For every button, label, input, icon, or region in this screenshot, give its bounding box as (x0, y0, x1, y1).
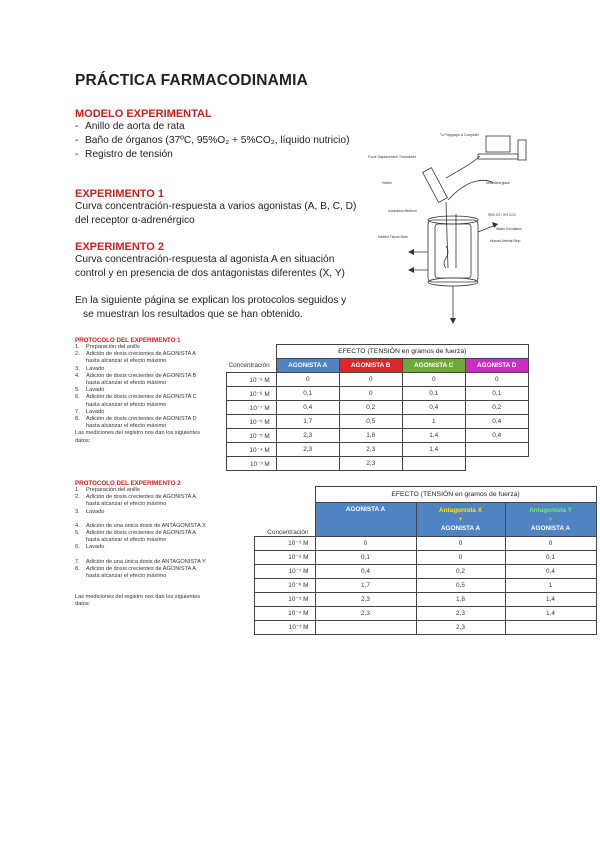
cable (446, 156, 480, 178)
protocol-step: hasta alcanzar el efecto máximo (86, 573, 167, 580)
modelo-item: - Registro de tensión (75, 148, 365, 162)
label-glass: Unheated glass (486, 181, 510, 185)
protocol-step: hasta alcanzar el efecto máximo (86, 501, 167, 508)
label-strip: Human Arterial Strip (490, 239, 521, 243)
table-row: 10⁻³ M 2,3 (227, 457, 529, 471)
protocol1-note: datos: (75, 437, 91, 444)
table1-col-b: AGONISTA B (339, 359, 402, 373)
protocol-step: 1. Preparación del anillo (75, 344, 140, 350)
computer-tower (518, 140, 526, 160)
protocol2-note: Las mediciones del registro nos dan los siguientes (75, 594, 200, 601)
table1-col-c: AGONISTA C (402, 359, 465, 373)
computer-base (478, 154, 518, 159)
exp2-text-line: control y en presencia de dos antagonistas diferentes (X, Y) (75, 268, 345, 279)
protocol-step: hasta alcanzar el efecto máximo (86, 401, 167, 408)
arrow-head (450, 318, 456, 324)
label-gas: 95% O2 / 5% CO2 (488, 213, 516, 217)
exp2-text-line: Curva concentración-respuesta al agonista A en situación (75, 254, 335, 265)
table1-col-a: AGONISTA A (276, 359, 339, 373)
label-medium: Incubation Medium (388, 209, 417, 213)
table-row: 10⁻⁴ M 2,3 2,3 1,4 (227, 443, 529, 457)
results-table-1 (226, 344, 529, 471)
protocol-step: 3. Lavado (75, 508, 105, 515)
intro-line: En la siguiente página se explican los protocolos seguidos y (75, 295, 347, 306)
label-bath: Heated Tissue Bath (378, 235, 408, 239)
col-y-plus: + (548, 515, 553, 523)
label-recorder: To Polygraph & Computer (440, 133, 479, 137)
col-x-plus: + (458, 515, 463, 523)
modelo-item: - Anillo de aorta de rata (75, 120, 365, 134)
protocol-step: 8. Adición de dosis crecientes de AGONISTA A (75, 565, 196, 572)
protocol2-note: datos: (75, 601, 91, 608)
protocol2-heading: PROTOCOLO DEL EXPERIMENTO 2 (75, 480, 181, 487)
transducer (423, 168, 448, 203)
protocol-step: 8. Adición de dosis crecientes de AGONISTA D (75, 416, 197, 423)
table-row: 10⁻⁹ M 0 0 0 0 (227, 373, 529, 387)
exp1-section (75, 188, 365, 228)
exp2-section (75, 241, 365, 281)
organ-bath-diagram (368, 128, 543, 333)
col-x-antagonist: Antagonista X (439, 506, 482, 514)
exp2-heading: EXPERIMENTO 2 (75, 241, 165, 253)
page-title: PRÁCTICA FARMACODINAMIA (75, 72, 309, 89)
table-row: 10⁻⁵ M 2,3 1,8 1,4 (255, 592, 597, 606)
protocol-step: 4. Adición de dosis crecientes de AGONISTA B (75, 372, 197, 379)
table-row: 10⁻⁶ M 1,7 0,5 1 (255, 578, 597, 592)
modelo-list (75, 120, 365, 162)
intro-text (75, 294, 365, 322)
modelo-section (75, 108, 365, 162)
protocol-step: 2. Adición de dosis crecientes de AGONISTA A (75, 494, 196, 501)
protocol-step: 5. Adición de dosis crecientes de AGONISTA A (75, 530, 196, 537)
computer-monitor (486, 136, 510, 152)
table-row: 10⁻³ M 2,3 (255, 620, 597, 634)
bath-inner (435, 224, 471, 278)
protocol-step: 2. Adición de dosis crecientes de AGONISTA A (75, 351, 196, 358)
protocol-step (75, 552, 225, 559)
protocol-step: 1. Preparación del anillo (75, 487, 140, 493)
table1-conc-header: Concentración (228, 361, 270, 369)
exp1-text-line: Curva concentración-respuesta a varios agonistas (A, B, C, D) (75, 201, 357, 212)
protocol-step: 6. Lavado (75, 544, 105, 551)
col-x-agonist: AGONISTA A (440, 524, 481, 532)
table-row: 10⁻⁸ M 0,1 0 0,1 (255, 550, 597, 564)
arrow-head (408, 267, 414, 273)
table2-super-header: EFECTO (TENSIÓN en gramos de fuerza) (315, 487, 596, 503)
table2-col-x (416, 503, 505, 537)
table-row: 10⁻⁶ M 1,7 0,5 1 0,4 (227, 415, 529, 429)
label-holder: Holder (382, 181, 392, 185)
col-y-antagonist: Antagonista Y (529, 506, 572, 514)
protocol1-section (75, 337, 225, 445)
protocol2-section (75, 480, 225, 609)
modelo-item: - Baño de órganos (37ºC, 95%O₂ + 5%CO₂, líquido nutricio) (75, 134, 365, 148)
modelo-heading: MODELO EXPERIMENTAL (75, 108, 212, 120)
table1-super-header: EFECTO (TENSIÓN en gramos de fuerza) (276, 345, 528, 359)
exp1-text-line: del receptor α-adrenérgico (75, 215, 195, 226)
label-water: Water Circulation (496, 227, 522, 231)
results-table-2 (254, 486, 597, 635)
protocol-step: 7. Adición de una única dosis de ANTAGONISTA Y (75, 558, 206, 565)
protocol-step (75, 516, 225, 523)
table-row: 10⁻⁴ M 2,3 2,3 1,4 (255, 606, 597, 620)
label-transducer: Force Displacement Transducer (368, 155, 417, 159)
protocol1-heading: PROTOCOLO DEL EXPERIMENTO 1 (75, 337, 181, 344)
protocol-step: hasta alcanzar el efecto máximo (86, 537, 167, 544)
table-row: 10⁻⁵ M 2,3 1,8 1,4 0,4 (227, 429, 529, 443)
table1-col-d: AGONISTA D (465, 359, 528, 373)
protocol2-steps (75, 487, 225, 580)
table2-col-y (505, 503, 596, 537)
protocol1-steps (75, 344, 225, 430)
bath-outer (428, 220, 478, 282)
exp1-heading: EXPERIMENTO 1 (75, 188, 165, 200)
table2-col-a: AGONISTA A (315, 503, 416, 537)
table-row: 10⁻⁸ M 0,1 0 0,1 0,1 (227, 387, 529, 401)
protocol-step: 3. Lavado (75, 365, 105, 372)
protocol-step: hasta alcanzar el efecto máximo (86, 423, 167, 430)
protocol1-note: Las mediciones del registro nos dan los siguientes (75, 430, 200, 437)
arrow-head (408, 249, 414, 255)
table-row: 10⁻⁹ M 0 0 0 (255, 536, 597, 550)
protocol-step: 6. Adición de dosis crecientes de AGONISTA C (75, 394, 197, 401)
protocol-step: hasta alcanzar el efecto máximo (86, 380, 167, 387)
col-y-agonist: AGONISTA A (530, 524, 571, 532)
protocol-step: 4. Adición de una única dosis de ANTAGONISTA X (75, 522, 206, 529)
table2-conc-header: Concentración (267, 528, 309, 536)
protocol-step: 5. Lavado (75, 387, 105, 394)
intro-line: se muestran los resultados que se han obtenido. (83, 309, 303, 320)
table-row: 10⁻⁷ M 0,4 0,2 0,4 0,2 (227, 401, 529, 415)
protocol-step: 7. Lavado (75, 408, 105, 415)
table-row: 10⁻⁷ M 0,4 0,2 0,4 (255, 564, 597, 578)
protocol-step: hasta alcanzar el efecto máximo (86, 358, 167, 365)
